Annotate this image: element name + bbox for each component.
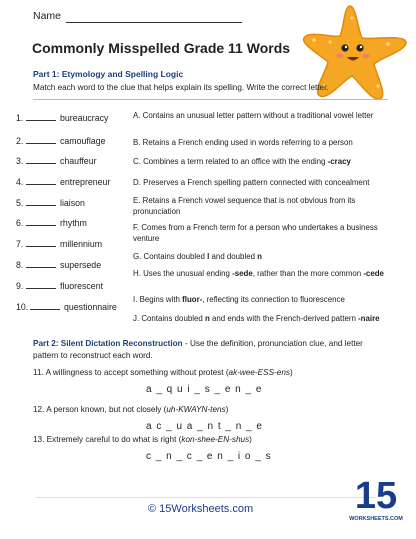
clue-text: B. Retains a French ending used in words referring to a person — [133, 138, 353, 147]
clue-text: and ends with the French-derived pattern — [209, 314, 359, 323]
clue-item — [133, 110, 385, 121]
answer-blank[interactable] — [26, 280, 56, 289]
part2-title: Part 2: Silent Dictation Reconstruction — [33, 339, 183, 348]
question-item — [33, 368, 293, 377]
clue-emphasis: n — [204, 314, 210, 323]
word-text: rhythm — [60, 218, 87, 228]
letter-pattern: a c _ u a _ n t _ n _ e — [146, 421, 263, 432]
word-item — [16, 135, 105, 146]
word-text: chauffeur — [60, 156, 97, 166]
answer-blank[interactable] — [26, 155, 56, 164]
clue-emphasis: -naire — [358, 314, 380, 323]
clue-text: E. Retains a French vowel sequence that is not obvious from its pronunciation — [133, 196, 356, 216]
word-item — [16, 280, 103, 291]
name-field[interactable] — [66, 22, 242, 23]
clue-emphasis: -cede — [363, 269, 384, 278]
word-text: liaison — [60, 198, 85, 208]
question-item — [33, 435, 252, 444]
clue-item — [133, 137, 385, 148]
question-item — [33, 405, 228, 414]
logo-number: 15 — [354, 475, 398, 517]
question-text: 12. A person known, but not closely ( — [33, 405, 167, 414]
answer-blank[interactable] — [26, 176, 56, 185]
answer-blank[interactable] — [26, 135, 56, 144]
word-number: 10. — [16, 302, 29, 312]
answer-blank[interactable] — [26, 197, 56, 206]
clue-text: A. Contains an unusual letter pattern without a traditional vowel letter — [133, 111, 374, 120]
clue-text: and doubled — [209, 252, 258, 261]
word-text: millennium — [60, 239, 103, 249]
clue-item — [133, 156, 385, 167]
question-text-end: ) — [289, 368, 293, 377]
word-number: 6. — [16, 218, 24, 228]
word-item — [16, 301, 117, 312]
part2-instructions: - Use the definition, pronunciation clue, and letter pattern to reconstruct each word. — [33, 339, 363, 360]
question-text: 11. A willingness to accept something without protest ( — [33, 368, 229, 377]
question-text-end: ) — [225, 405, 229, 414]
letter-pattern: c _ n _ c _ e n _ i o _ s — [146, 451, 272, 462]
clue-text: F. Comes from a French term for a person who undertakes a business venture — [133, 223, 378, 243]
clue-text: J. Contains doubled — [133, 314, 205, 323]
word-item — [16, 197, 85, 208]
clue-text: C. Combines a term related to an office with the ending — [133, 157, 328, 166]
clue-emphasis: -cracy — [327, 157, 351, 166]
clue-item — [133, 313, 385, 324]
clue-item — [133, 294, 385, 305]
word-item — [16, 259, 101, 270]
answer-blank[interactable] — [26, 112, 56, 121]
clue-emphasis: -sede — [232, 269, 253, 278]
pronunciation: ak-wee-ESS-ens — [228, 368, 290, 377]
clue-text: H. Uses the unusual ending — [133, 269, 233, 278]
clue-item — [133, 251, 385, 262]
letter-pattern: a _ q u i _ s _ e n _ e — [146, 384, 263, 395]
word-number: 9. — [16, 281, 24, 291]
answer-blank[interactable] — [30, 301, 60, 310]
word-item — [16, 176, 110, 187]
worksheets-logo — [349, 470, 403, 524]
copyright-link[interactable]: © 15Worksheets.com — [148, 503, 254, 515]
pronunciation: uh-KWAYN-tens — [166, 405, 226, 414]
clue-item — [133, 195, 385, 217]
clue-text: , reflecting its connection to fluorescence — [202, 295, 345, 304]
answer-blank[interactable] — [26, 259, 56, 268]
clue-text: I. Begins with — [133, 295, 183, 304]
logo-text: WORKSHEETS.COM — [349, 516, 403, 522]
part2-heading — [33, 338, 383, 361]
name-label: Name — [33, 10, 62, 22]
question-text-end: ) — [249, 435, 252, 444]
word-number: 7. — [16, 239, 24, 249]
word-number: 1. — [16, 113, 24, 123]
footer-divider — [36, 497, 376, 498]
clue-text: , rather than the more common — [252, 269, 364, 278]
word-text: camouflage — [60, 136, 106, 146]
word-number: 4. — [16, 177, 24, 187]
word-item — [16, 112, 108, 123]
part1-instructions: Match each word to the clue that helps explain its spelling. Write the correct letter. — [33, 83, 329, 92]
clue-item — [133, 177, 385, 188]
word-item — [16, 238, 102, 249]
clue-text: D. Preserves a French spelling pattern connected with concealment — [133, 178, 370, 187]
pronunciation: kon-shee-EN-shus — [181, 435, 250, 444]
word-text: fluorescent — [60, 281, 104, 291]
clue-item — [133, 222, 385, 244]
clue-emphasis: fluor- — [182, 295, 203, 304]
word-text: bureaucracy — [60, 113, 109, 123]
clue-emphasis: n — [257, 252, 262, 261]
page-title: Commonly Misspelled Grade 11 Words — [32, 40, 291, 56]
word-text: questionnaire — [64, 302, 117, 312]
clue-emphasis: l — [207, 252, 210, 261]
clue-item — [133, 268, 385, 279]
word-number: 8. — [16, 260, 24, 270]
answer-blank[interactable] — [26, 238, 56, 247]
word-number: 3. — [16, 156, 24, 166]
word-text: supersede — [60, 260, 102, 270]
word-item — [16, 217, 87, 228]
part1-heading: Part 1: Etymology and Spelling Logic — [33, 69, 184, 79]
clue-text: G. Contains doubled — [133, 252, 208, 261]
divider — [33, 99, 388, 100]
answer-blank[interactable] — [26, 217, 56, 226]
word-number: 5. — [16, 198, 24, 208]
word-text: entrepreneur — [60, 177, 111, 187]
word-item — [16, 155, 97, 166]
word-number: 2. — [16, 136, 24, 146]
question-text: 13. Extremely careful to do what is right ( — [33, 435, 182, 444]
